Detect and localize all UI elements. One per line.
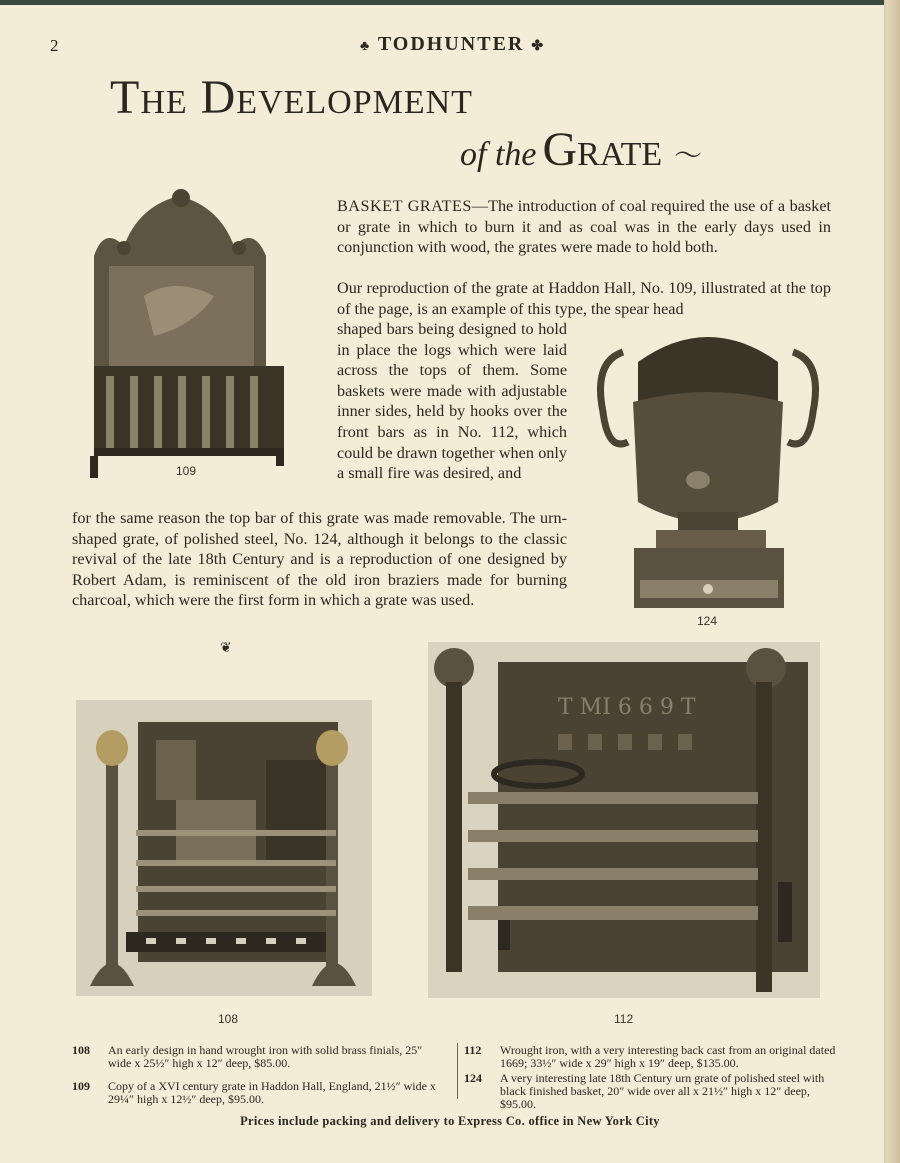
figure-112-caption: 112 [614, 1012, 634, 1026]
description-number: 112 [464, 1043, 482, 1057]
page-title-line2 [460, 122, 702, 177]
paragraph-haddon-hall [337, 278, 831, 319]
book-spine [886, 0, 900, 1163]
description-108 [72, 1044, 444, 1072]
fireback-inscription: T MI 6 6 9 T [558, 695, 696, 720]
figure-108-photo [76, 700, 372, 996]
masthead [360, 33, 545, 56]
paragraph-basket-grates [337, 196, 831, 258]
masthead-left-ornament-icon: ♣ [360, 39, 372, 54]
description-number: 108 [72, 1043, 90, 1057]
para4-number-ref: No. 124 [283, 529, 338, 548]
figure-109-photo [84, 186, 294, 482]
para3-text-b: , which could be drawn together when only a small fire was desired, and [337, 422, 567, 483]
para2-text-a: Our reproduction of the grate at Haddon Hall, [337, 279, 641, 297]
para4-text-a: for the same reason the top bar of this grate was made removable. The urn-shaped grate, of polished steel, [72, 509, 567, 548]
para2-text-b: , illustrated at the top of the page, is an example of this type, the spear head [337, 279, 831, 318]
description-109 [72, 1080, 444, 1108]
title-of-the: of the [460, 136, 537, 173]
pricing-footer: Prices include packing and delivery to Express Co. office in New York City [240, 1114, 660, 1128]
para4-text-b: , although it belongs to the classic revival of the late 18th Century and is a reproduction of one designed by Robert Adam, is reminiscent of the old iron braziers made for burning charcoal, which were the first form in which a grate was used. [72, 529, 567, 610]
description-text: Wrought iron, with a very interesting back cast from an original dated 1669; 33½″ wide x 29″ high x 19″ deep, $135.00. [500, 1043, 836, 1070]
para2-number-ref: No. 109 [640, 279, 693, 297]
top-edge [0, 0, 900, 5]
basket-grates-heading: BASKET GRATES [337, 197, 472, 215]
masthead-right-ornament-icon: ✤ [531, 39, 546, 54]
para1-text: —The introduction of coal required the use of a basket or grate in which to burn it and as coal was in the early days used in conjunction with wood, the grates were made to hold both. [337, 197, 832, 257]
para3-text-a: shaped bars being designed to hold in place the logs which were laid across the tops of them. Some baskets were made with adjustable inner sides, held by hooks over the front bars as in [337, 320, 567, 441]
masthead-title: TODHUNTER [377, 33, 525, 55]
description-number: 124 [464, 1071, 482, 1085]
figure-108-caption: 108 [218, 1012, 239, 1026]
description-text: A very interesting late 18th Century urn grate of polished steel with black finished basket, 20″ wide over all x 21½″ high x 12″ deep, $95.00. [500, 1071, 825, 1111]
column-divider [457, 1043, 458, 1099]
page-title-line1: The Development [110, 71, 473, 124]
swash-ornament-icon: 〜 [674, 141, 703, 172]
title-grate: Grate [542, 123, 663, 176]
para3-number-ref: No. 112 [457, 422, 515, 441]
paragraph-narrow-column [337, 319, 567, 484]
figure-124-caption: 124 [697, 614, 718, 628]
description-text: An early design in hand wrought iron with solid brass finials, 25″ wide x 25½″ high x 12″ deep, $85.00. [108, 1043, 423, 1070]
description-text: Copy of a XVI century grate in Haddon Hall, England, 21½″ wide x 29¼″ high x 12½″ deep, $95.00. [108, 1079, 436, 1106]
description-number: 109 [72, 1079, 90, 1093]
description-112 [464, 1044, 836, 1072]
figure-112-photo [428, 642, 820, 998]
page-number: 2 [50, 36, 59, 55]
figure-109-caption: 109 [176, 464, 197, 478]
figure-124-photo [588, 322, 828, 612]
paragraph-urn-grate [72, 508, 567, 611]
description-124 [464, 1072, 836, 1112]
fleuron-ornament-icon: ❦ [220, 641, 232, 656]
